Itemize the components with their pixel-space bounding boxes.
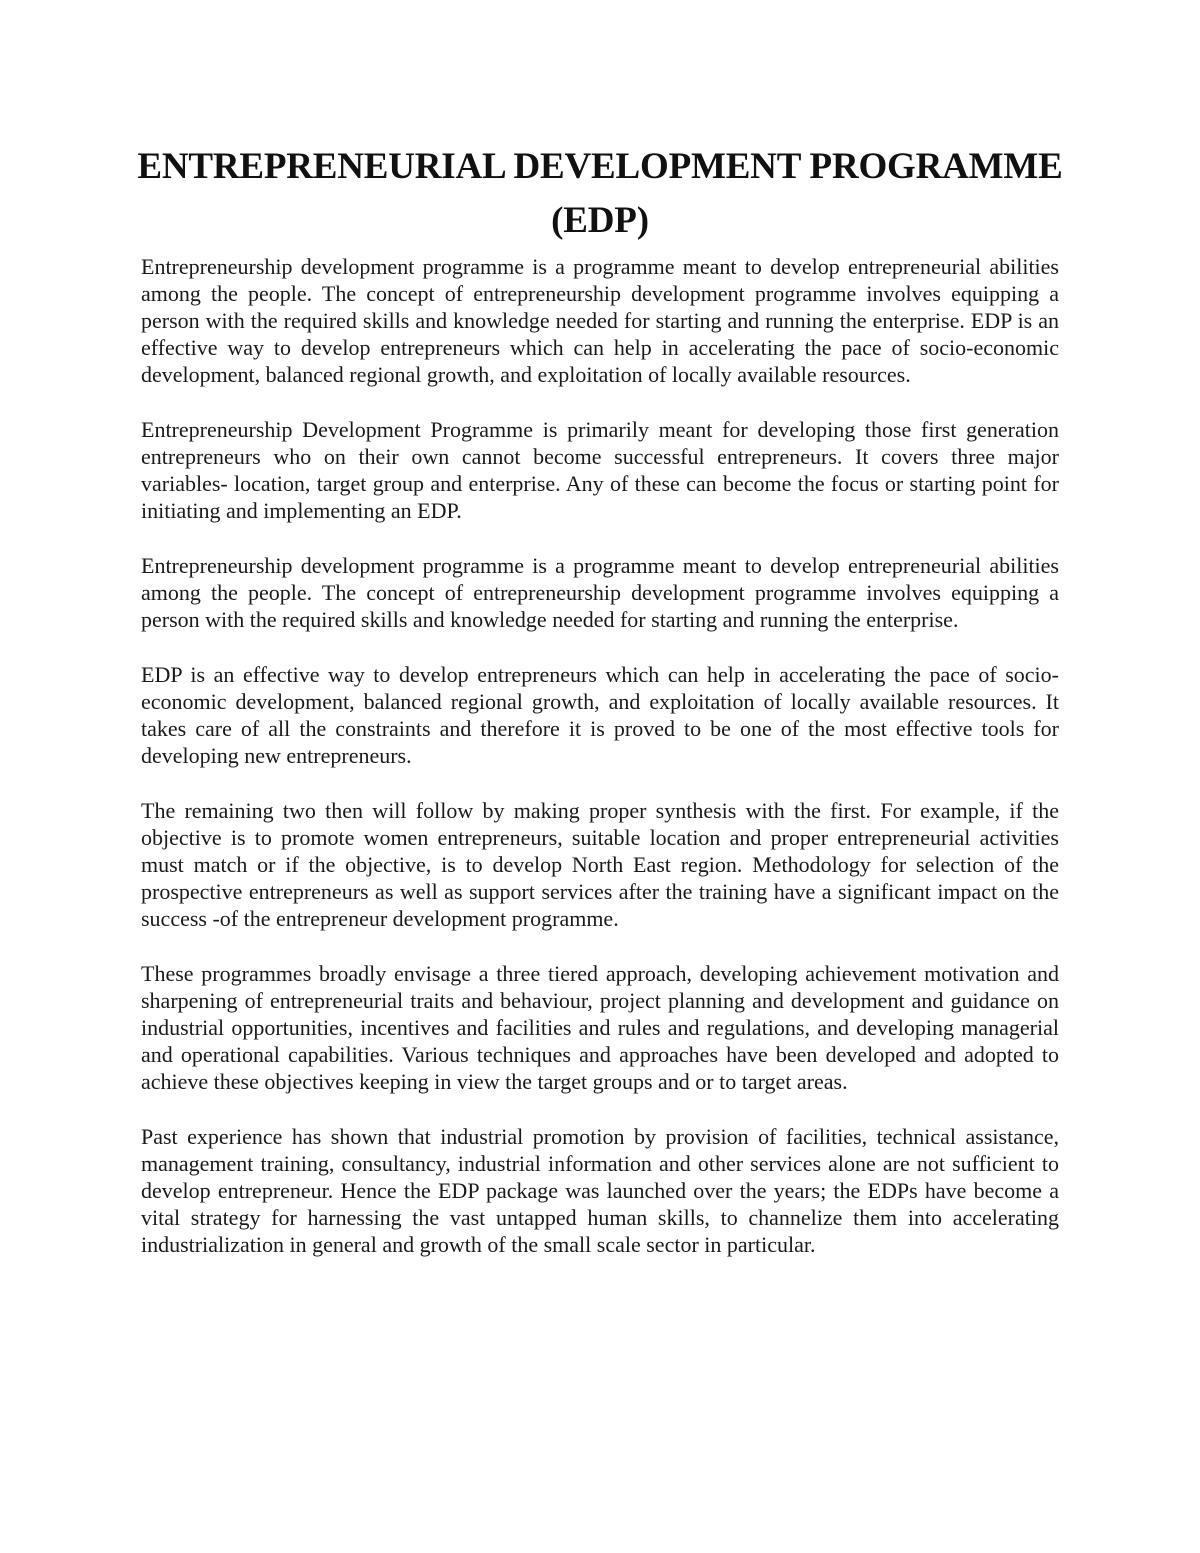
paragraph-2: Entrepreneurship Development Programme is primarily meant for developing those first generation entrepreneurs who on their own cannot become successful entrepreneurs. It covers three major variables- location, target group and enterprise. Any of these can become the focus or starting point for initiating and implementing an EDP. bbox=[141, 417, 1059, 523]
document-body bbox=[141, 253, 1059, 1286]
paragraph-1: Entrepreneurship development programme is a programme meant to develop entrepreneurial abilities among the people. The concept of entrepreneurship development programme involves equipping a person with the required skills and knowledge needed for starting and running the enterprise. EDP is an effective way to develop entrepreneurs which can help in accelerating the pace of socio-economic development, balanced regional growth, and exploitation of locally available resources. bbox=[141, 254, 1059, 387]
page-title bbox=[130, 140, 1070, 248]
page-title-line-2: (EDP) bbox=[551, 200, 649, 241]
page-title-line-1: ENTREPRENEURIAL DEVELOPMENT PROGRAMME bbox=[137, 146, 1063, 187]
paragraph-5: The remaining two then will follow by making proper synthesis with the first. For example, if the objective is to promote women entrepreneurs, suitable location and proper entrepreneurial activities must match or if the objective, is to develop North East region. Methodology for selection of the prospective entrepreneurs as well as support services after the training have a significant impact on the success -of the entrepreneur development programme. bbox=[141, 798, 1059, 931]
paragraph-3: Entrepreneurship development programme is a programme meant to develop entrepreneurial abilities among the people. The concept of entrepreneurship development programme involves equipping a person with the required skills and knowledge needed for starting and running the enterprise. bbox=[141, 553, 1059, 632]
paragraph-6: These programmes broadly envisage a three tiered approach, developing achievement motivation and sharpening of entrepreneurial traits and behaviour, project planning and development and guidance on industrial opportunities, incentives and facilities and rules and regulations, and developing managerial and operational capabilities. Various techniques and approaches have been developed and adopted to achieve these objectives keeping in view the target groups and or to target areas. bbox=[141, 961, 1059, 1094]
paragraph-4: EDP is an effective way to develop entrepreneurs which can help in accelerating the pace of socio-economic development, balanced regional growth, and exploitation of locally available resources. It takes care of all the constraints and therefore it is proved to be one of the most effective tools for developing new entrepreneurs. bbox=[141, 662, 1059, 768]
paragraph-7: Past experience has shown that industrial promotion by provision of facilities, technical assistance, management training, consultancy, industrial information and other services alone are not sufficient to develop entrepreneur. Hence the EDP package was launched over the years; the EDPs have become a vital strategy for harnessing the vast untapped human skills, to channelize them into accelerating industrialization in general and growth of the small scale sector in particular. bbox=[141, 1124, 1059, 1257]
